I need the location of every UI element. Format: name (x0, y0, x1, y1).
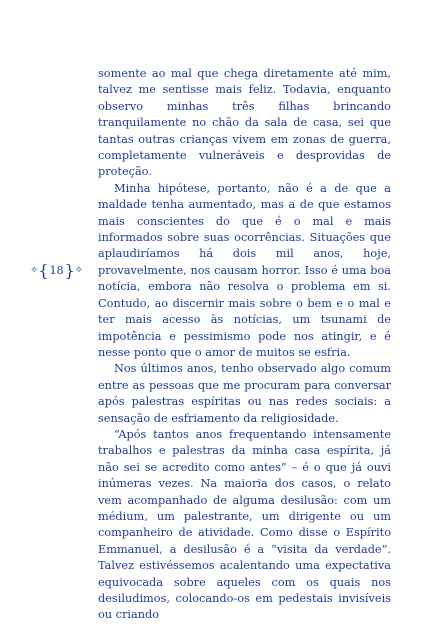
page-number (30, 262, 83, 280)
paragraph-1: somente ao mal que chega diretamente até mim, talvez me sentisse mais feliz. Todavia, enquanto observo minhas três filhas brincando tranquilamente no chão da sala de casa, sei que tantas outras crianças vivem em zonas de guerra, completamente vulneráveis e desprovidas de proteção. (98, 67, 391, 179)
page-number-value: 18 (49, 264, 64, 277)
ornament-right-icon: ✧ (74, 265, 84, 276)
paragraph-4: “Após tantos anos frequentando intensamente trabalhos e palestras da minha casa espírita, já não sei se acredito como antes” – é o que já ouvi inúmeras vezes. Na maioria dos casos, o relato vem acompanhado de alguma desilusão: com um médium, um palestrante, um dirigente ou um companheiro de atividade. Como disse o Espírito Emmanuel, a desilusão é a “visita da verdade”. Talvez estivéssemos acalentando uma expectativa equivocada sobre aqueles com os quais nos desiludimos, colocando-os em pedestais invisíveis ou criando (98, 427, 391, 622)
ornament-left-icon: ✧ (30, 265, 39, 276)
brace-right: } (64, 261, 75, 280)
brace-left: { (38, 261, 49, 280)
body-text (98, 66, 391, 624)
paragraph-3: Nos últimos anos, tenho observado algo comum entre as pessoas que me procuram para conversar após palestras espíritas ou nas redes sociais: a sensação de esfriamento da religiosidade. (98, 362, 391, 425)
paragraph-2: Minha hipótese, portanto, não é a de que a maldade tenha aumentado, mas a de que estamos mais conscientes do que é o mal e mais informados sobre suas ocorrências. Situações que aplaudiríamos há dois mil anos, hoje, provavelmente, nos causam horror. Isso é uma boa notícia, embora não resolva o problema em si. Contudo, ao discernir mais sobre o bem e o mal e ter mais acesso às notícias, um tsunami de impotência e pessimismo pode nos atingir, e é nesse ponto que o amor de muitos se esfria. (98, 181, 391, 359)
